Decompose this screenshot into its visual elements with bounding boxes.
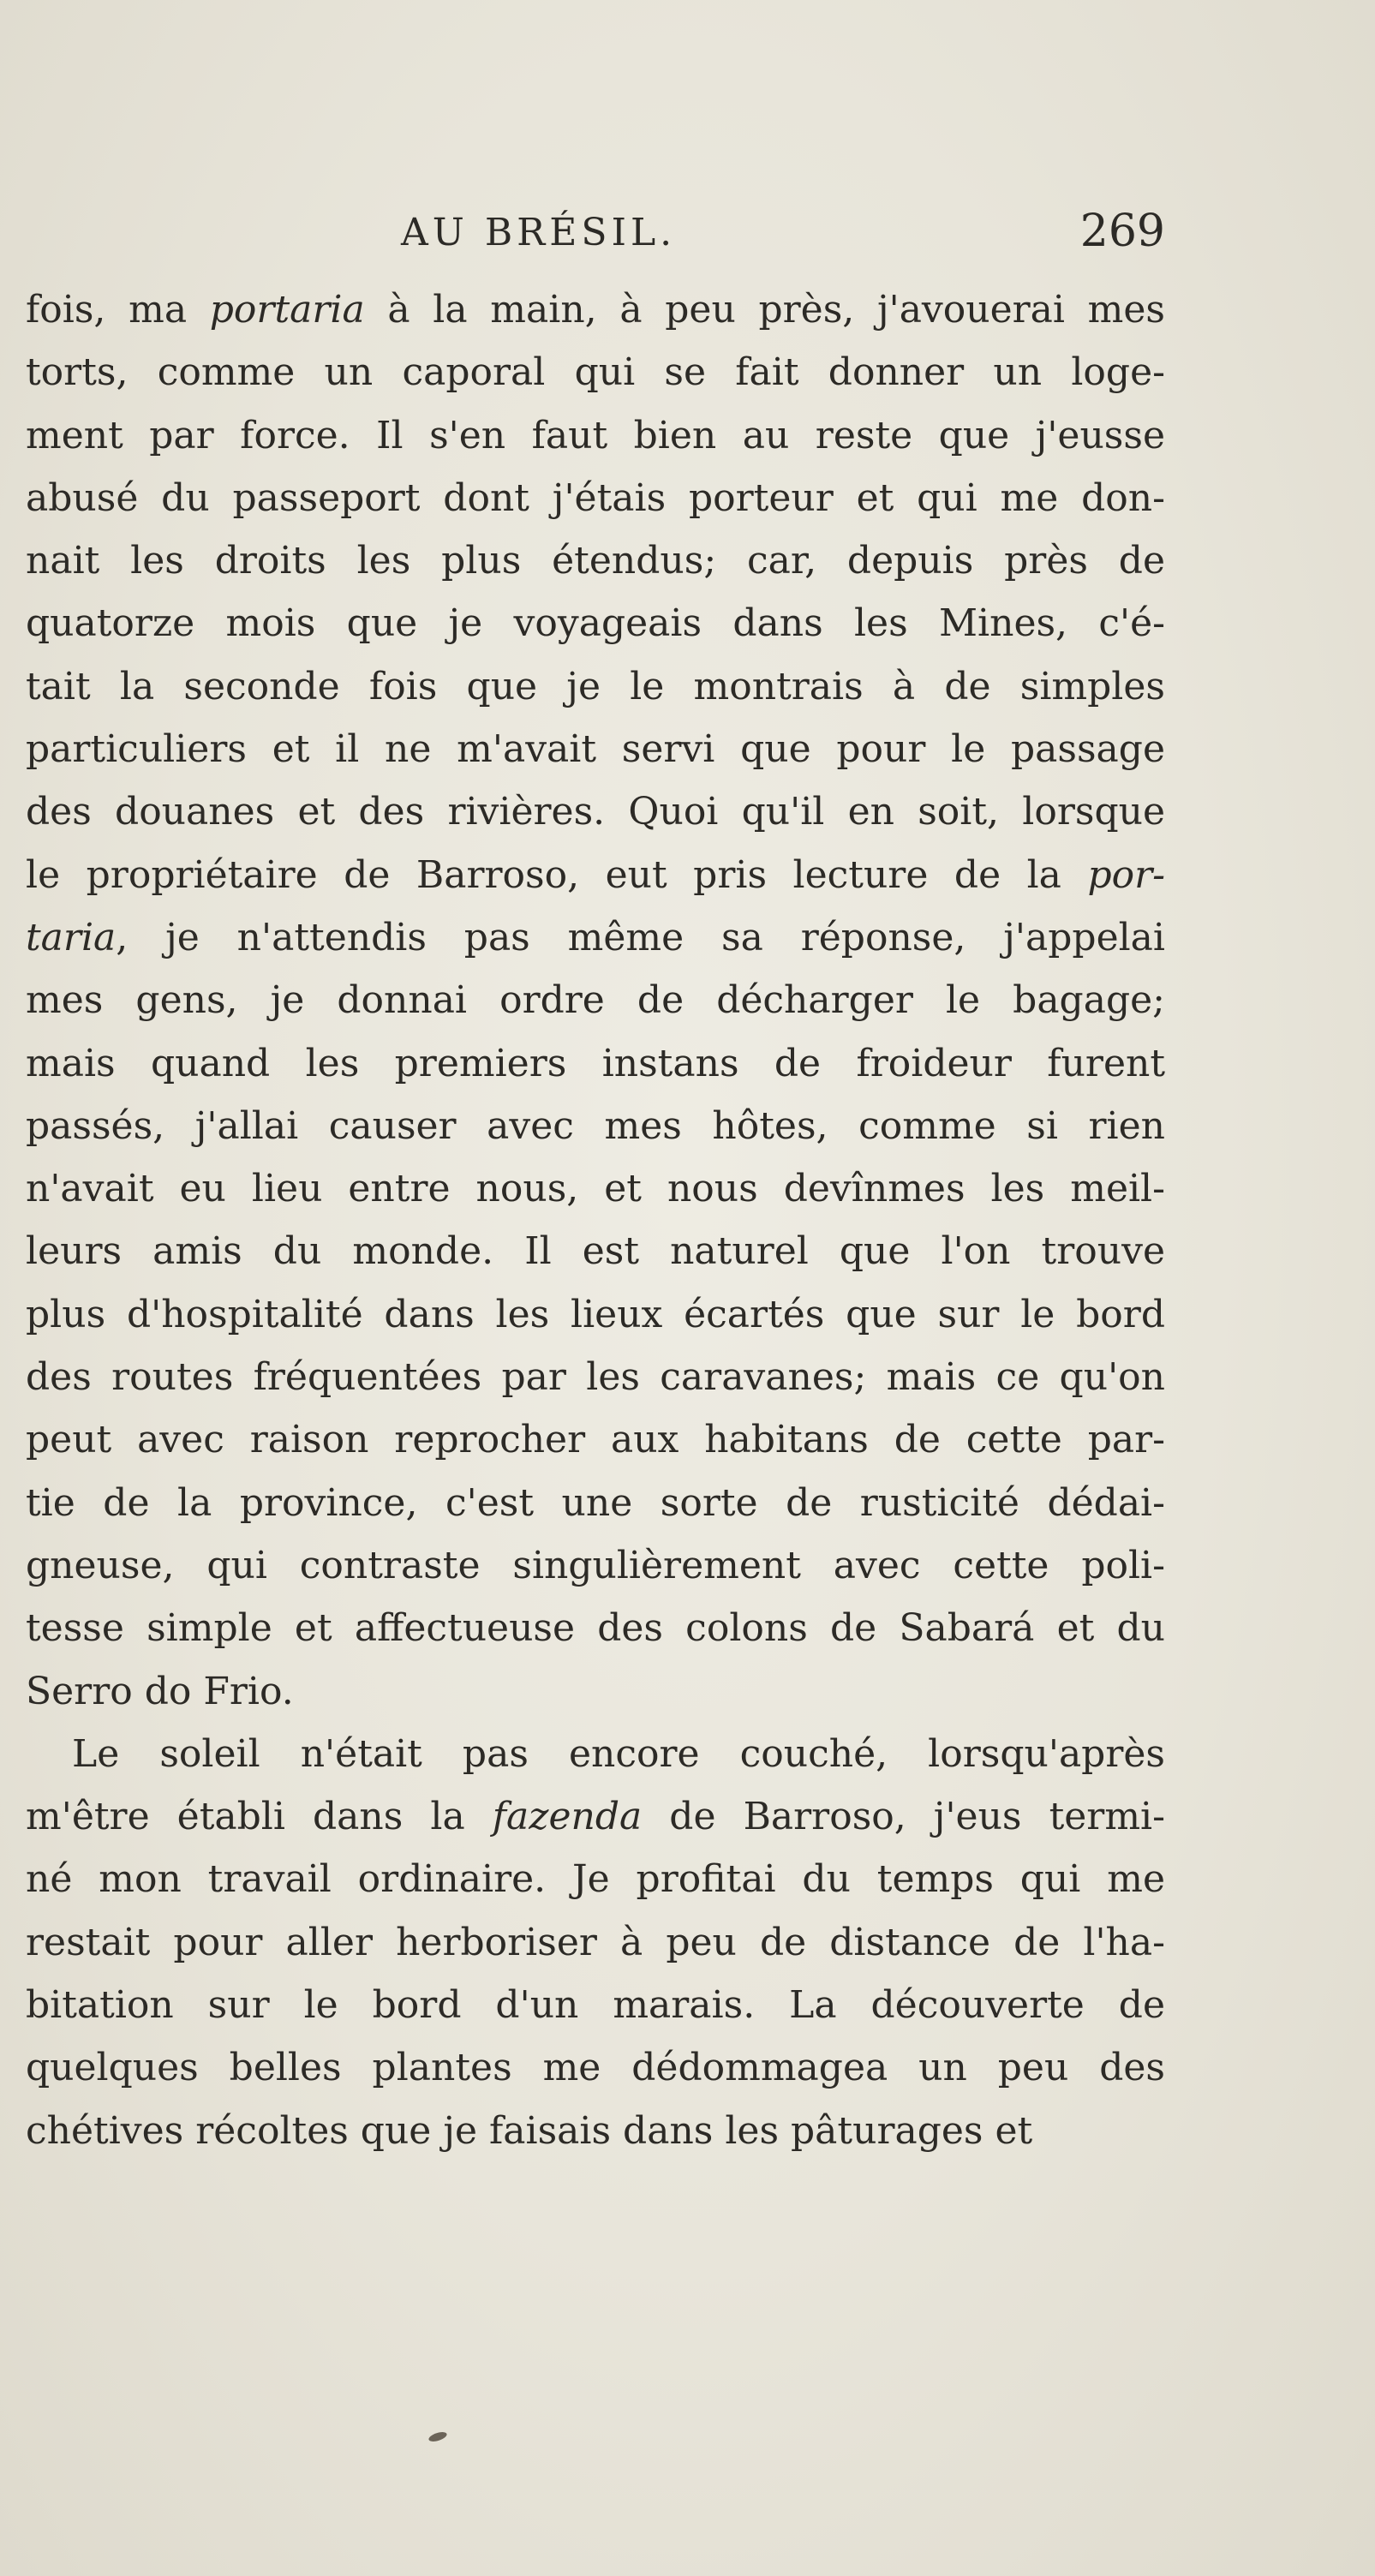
text-segment: des routes fréquentées par les caravanes; mais ce qu'on xyxy=(26,1355,1165,1400)
text-line xyxy=(26,1220,1165,1282)
text-line xyxy=(26,1534,1165,1597)
text-segment: bitation sur le bord d'un marais. La découverte de xyxy=(26,1983,1165,2028)
text-segment: Serro do Frio. xyxy=(26,1669,294,1713)
text-segment: nait les droits les plus étendus; car, depuis près de xyxy=(26,539,1165,583)
text-line xyxy=(26,341,1165,403)
text-line xyxy=(26,844,1165,906)
text-line xyxy=(26,1095,1165,1157)
text-segment: leurs amis du monde. Il est naturel que l'on trouve xyxy=(26,1229,1165,1274)
running-title: AU BRÉSIL. xyxy=(401,211,677,254)
text-segment: restait pour aller herboriser à peu de distance de l'ha- xyxy=(26,1920,1165,1964)
text-segment: fois, ma xyxy=(26,288,210,332)
text-segment: quelques belles plantes me dédommagea un peu des xyxy=(26,2046,1165,2090)
text-line xyxy=(26,1974,1165,2036)
italic-term: portaria xyxy=(209,288,365,332)
text-line xyxy=(26,780,1165,843)
text-segment: tie de la province, c'est une sorte de rusticité dédai- xyxy=(26,1480,1165,1525)
text-segment: de Barroso, j'eus termi- xyxy=(642,1795,1165,1839)
text-line xyxy=(26,1785,1165,1848)
text-line xyxy=(26,1157,1165,1220)
text-line xyxy=(26,592,1165,654)
text-line xyxy=(26,1408,1165,1471)
text-segment: tait la seconde fois que je le montrais à de simples xyxy=(26,664,1165,708)
text-line xyxy=(26,1848,1165,1910)
text-line xyxy=(26,1660,1165,1723)
text-line xyxy=(26,1346,1165,1408)
text-segment: abusé du passeport dont j'étais porteur et qui me don- xyxy=(26,475,1165,520)
text-line xyxy=(26,906,1165,969)
text-line xyxy=(26,1911,1165,1974)
text-segment: peut avec raison reprocher aux habitans de cette par- xyxy=(26,1418,1165,1462)
text-line xyxy=(26,718,1165,780)
page-number: 269 xyxy=(1079,206,1165,257)
body-text xyxy=(26,278,1165,2162)
text-segment: des douanes et des rivières. Quoi qu'il en soit, lorsque xyxy=(26,790,1165,834)
text-segment: né mon travail ordinaire. Je profitai du temps qui me xyxy=(26,1857,1165,1902)
paragraph-2 xyxy=(26,1723,1165,2162)
text-segment: plus d'hospitalité dans les lieux écartés que sur le bord xyxy=(26,1292,1165,1336)
text-segment: à la main, à peu près, j'avouerai mes xyxy=(364,288,1166,332)
text-line xyxy=(26,1032,1165,1095)
text-segment: chétives récoltes que je faisais dans les pâturages et xyxy=(26,2108,1033,2153)
text-segment: ment par force. Il s'en faut bien au reste que j'eusse xyxy=(26,413,1165,457)
text-segment: mes gens, je donnai ordre de décharger le bagage; xyxy=(26,978,1165,1023)
paragraph-1 xyxy=(26,278,1165,1723)
text-line xyxy=(26,404,1165,467)
text-segment: Le soleil n'était pas encore couché, lorsqu'après xyxy=(72,1731,1165,1776)
text-segment: particuliers et il ne m'avait servi que pour le passage xyxy=(26,727,1165,772)
text-segment: tesse simple et affectueuse des colons de Sabará et du xyxy=(26,1606,1165,1651)
italic-term: por- xyxy=(1087,852,1165,897)
text-line xyxy=(26,655,1165,718)
text-segment: m'être établi dans la xyxy=(26,1795,493,1839)
ink-speck xyxy=(427,2430,448,2443)
text-segment: mais quand les premiers instans de froideur furent xyxy=(26,1041,1165,1085)
text-segment: gneuse, qui contraste singulièrement avec cette poli- xyxy=(26,1543,1165,1587)
italic-term: fazenda xyxy=(492,1795,643,1839)
text-line xyxy=(26,1472,1165,1534)
text-line xyxy=(26,529,1165,592)
text-line xyxy=(26,467,1165,529)
text-segment: le propriétaire de Barroso, eut pris lecture de la xyxy=(26,852,1088,897)
text-line xyxy=(26,2036,1165,2099)
text-line xyxy=(26,1723,1165,1785)
text-line xyxy=(26,2100,1165,2162)
text-segment: passés, j'allai causer avec mes hôtes, comme si rien xyxy=(26,1103,1165,1148)
italic-term: taria xyxy=(26,915,117,959)
text-segment: torts, comme un caporal qui se fait donner un loge- xyxy=(26,350,1165,395)
text-line xyxy=(26,278,1165,341)
text-segment: quatorze mois que je voyageais dans les Mines, c'é- xyxy=(26,601,1165,646)
text-line xyxy=(26,969,1165,1031)
text-line xyxy=(26,1283,1165,1346)
text-segment: , je n'attendis pas même sa réponse, j'appelai xyxy=(116,915,1165,959)
text-line xyxy=(26,1597,1165,1659)
text-segment: n'avait eu lieu entre nous, et nous devînmes les meil- xyxy=(26,1167,1165,1211)
page-header xyxy=(26,202,1165,262)
